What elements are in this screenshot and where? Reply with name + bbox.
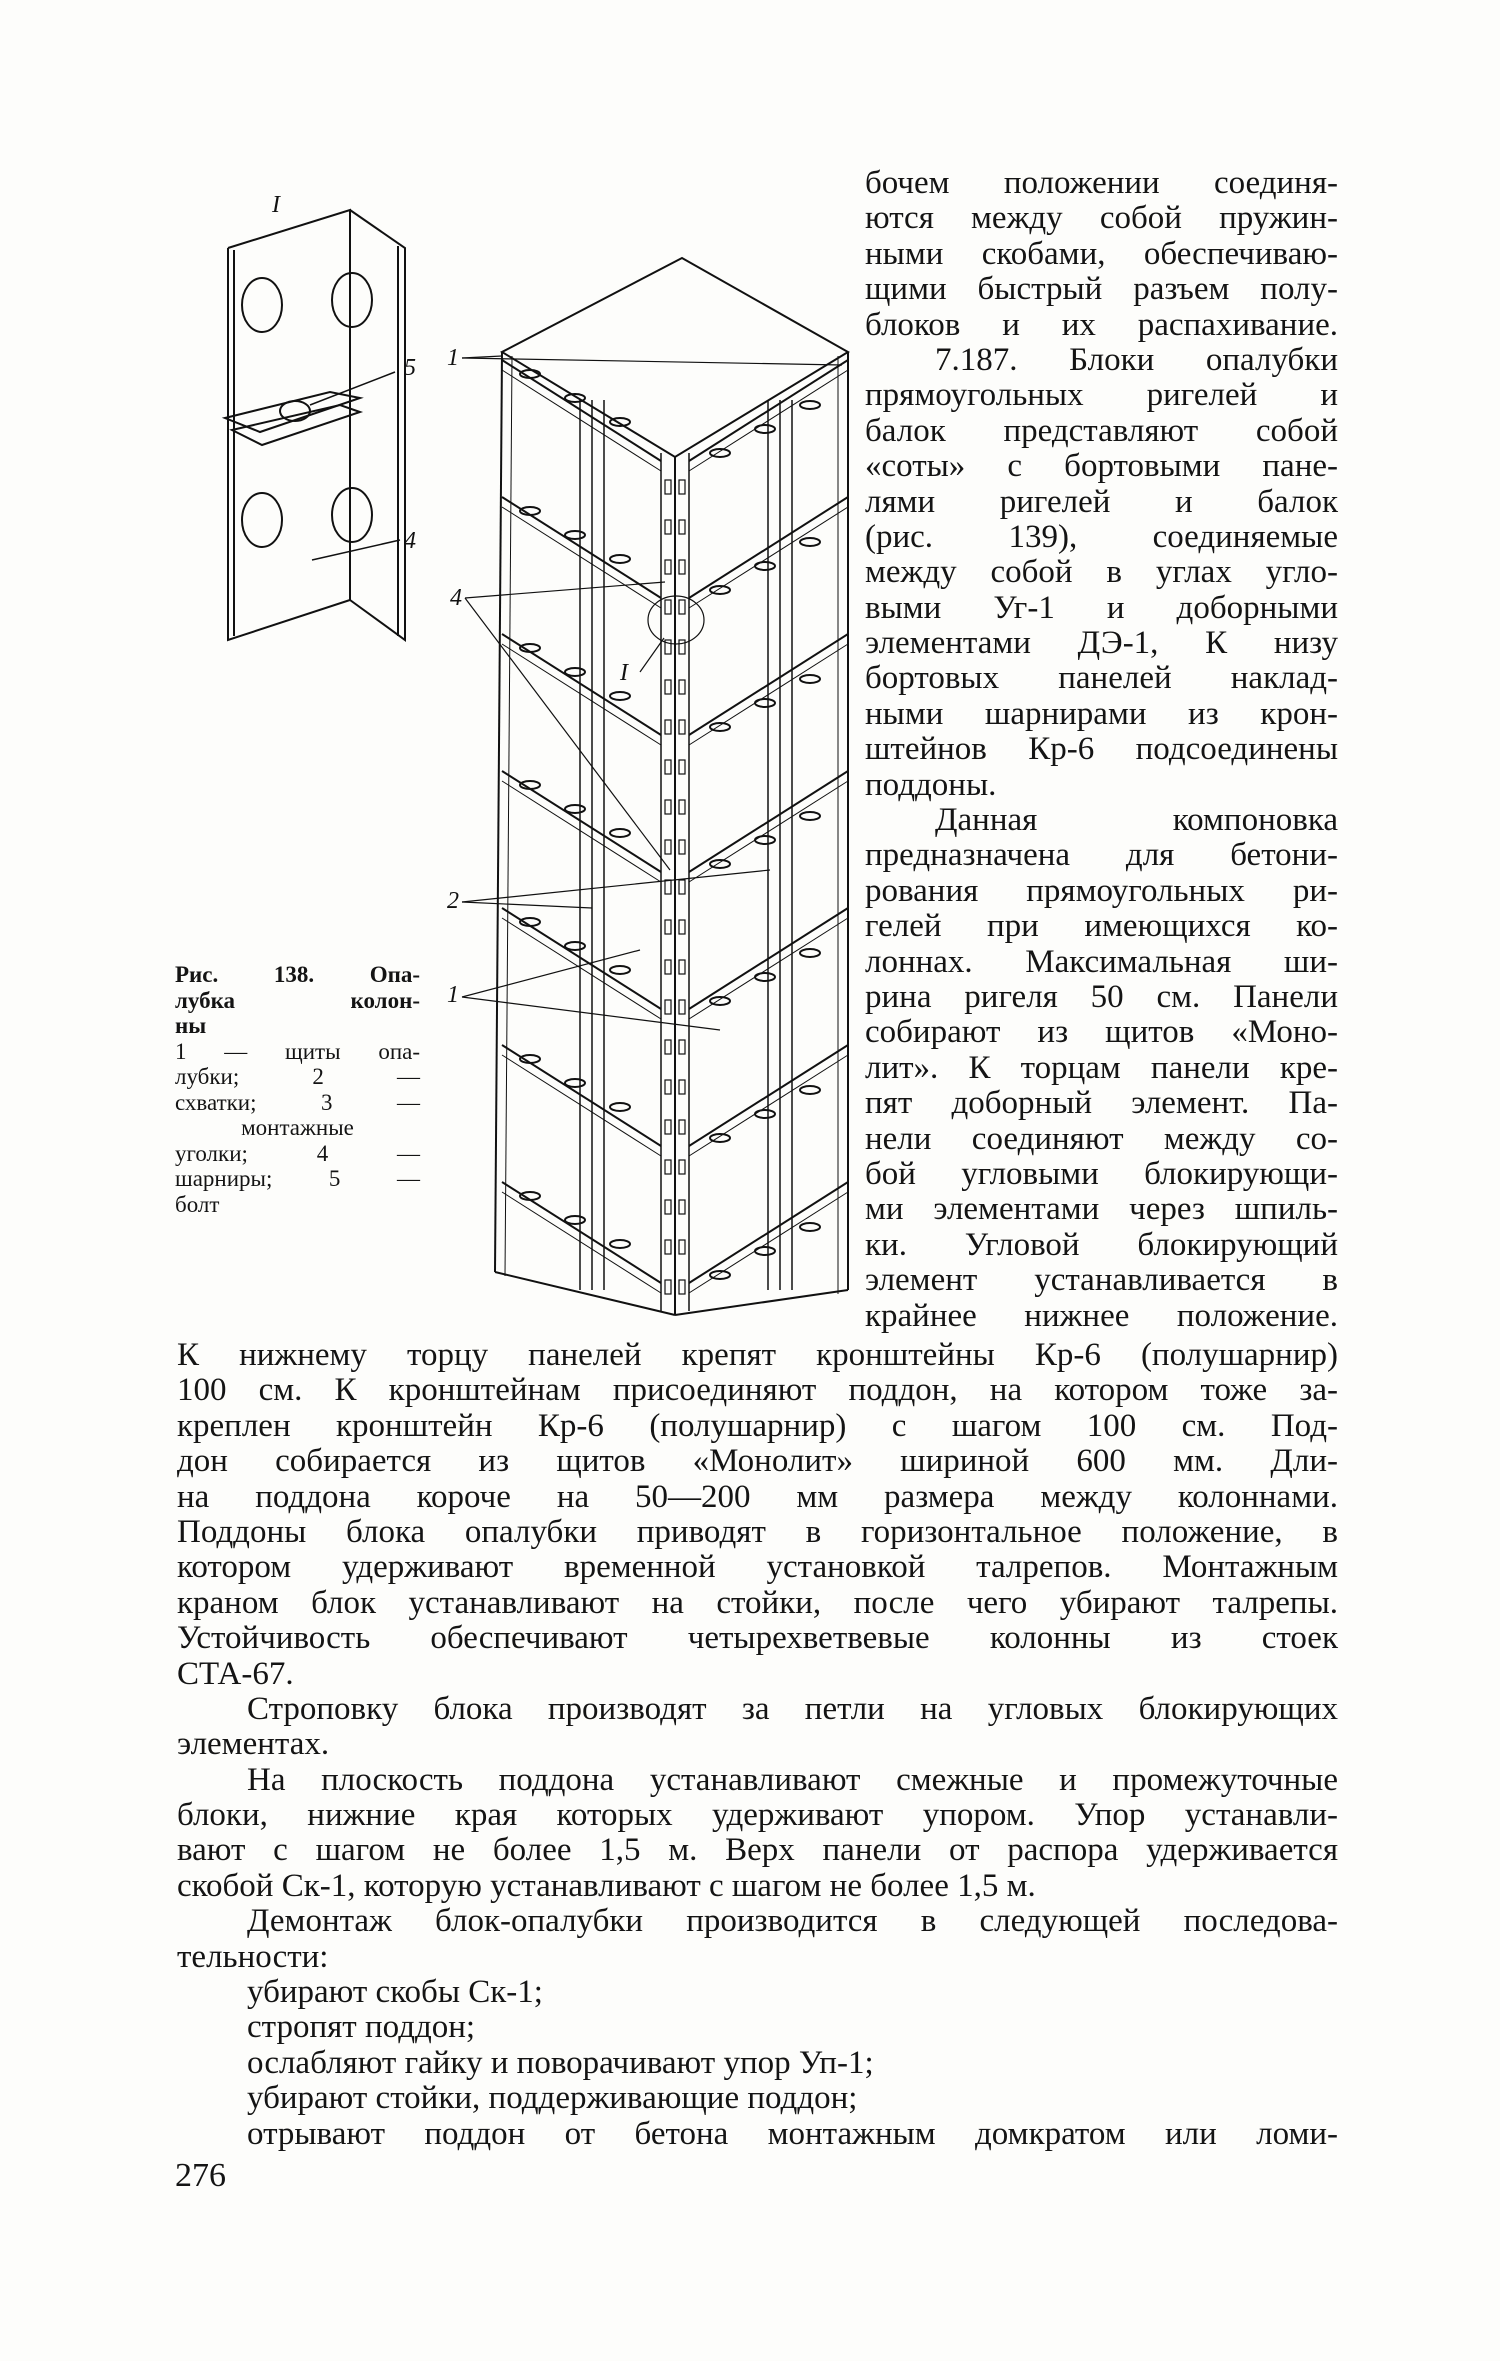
corner-slot (665, 640, 671, 654)
corner-slot (665, 1200, 671, 1214)
text-line: рования прямоугольных ри- (865, 872, 1338, 909)
corner-slot (679, 1120, 685, 1134)
figure-line (689, 1182, 848, 1283)
text-line: креплен кронштейн Кр-6 (полушарнир) с шагом 100 см. Под- (177, 1407, 1338, 1444)
corner-slot (679, 1200, 685, 1214)
slot (610, 418, 630, 426)
text-line: (рис. 139), соединяемые (865, 518, 1338, 555)
slot (520, 370, 540, 378)
slot (710, 449, 730, 457)
slot (755, 973, 775, 981)
figure-line (502, 360, 661, 461)
text-line: Данная компоновка (935, 802, 1338, 839)
figure-line (675, 1290, 848, 1315)
slot (565, 942, 585, 950)
text-line: вают с шагом не более 1,5 м. Верх панели от распора удерживается (177, 1832, 1338, 1869)
slot (520, 644, 540, 652)
hinge-plate (232, 405, 360, 445)
text-line: «соты» с бортовыми пане- (865, 448, 1338, 485)
slot (800, 1086, 820, 1094)
figure-line (502, 908, 661, 1009)
figure-line (462, 902, 592, 908)
caption-line: лубки; 2 — (175, 1064, 420, 1089)
text-line: тельности: (177, 1938, 329, 1975)
corner-slot (665, 1000, 671, 1014)
text-line: штейнов Кр-6 подсоединены (865, 731, 1338, 768)
text-line: скобой Ск-1, которую устанавливают с шагом не более 1,5 м. (177, 1867, 1036, 1904)
figure-line (502, 771, 661, 872)
corner-slot (679, 1080, 685, 1094)
figure-line (502, 1192, 661, 1293)
figure-line (312, 540, 400, 560)
text-line: элемент устанавливается в (865, 1262, 1338, 1299)
figure-line (465, 598, 670, 870)
figure-label-bolt: 5 (404, 355, 416, 381)
figure-caption (175, 962, 420, 1217)
figure-line (502, 918, 661, 1019)
figure-line (502, 1182, 661, 1283)
corner-slot (665, 1080, 671, 1094)
figure-line (502, 507, 661, 608)
text-line: гелей при имеющихся ко- (865, 908, 1338, 945)
text-line: блоки, нижние края которых удерживают упором. Упор устанавли- (177, 1797, 1338, 1834)
text-line: прямоугольных ригелей и (865, 377, 1338, 414)
slot (520, 1055, 540, 1063)
figure-line (462, 358, 842, 365)
page-number: 276 (175, 2157, 226, 2194)
corner-slot (679, 1160, 685, 1174)
figure-line (502, 644, 661, 745)
corner-slot (679, 1040, 685, 1054)
slot (610, 966, 630, 974)
figure-label-detail: I (272, 192, 280, 218)
text-line: дон собирается из щитов «Монолит» шириной 600 мм. Дли- (177, 1443, 1338, 1480)
figure-line (640, 638, 664, 672)
slot (755, 699, 775, 707)
corner-slot (679, 680, 685, 694)
slot (710, 586, 730, 594)
slot (800, 538, 820, 546)
figure-label-detail-ref: I (620, 660, 628, 686)
corner-slot (679, 800, 685, 814)
text-line: на поддона короче на 50—200 мм размера между колоннами. (177, 1478, 1338, 1515)
angle-plate-left (228, 210, 350, 640)
figure-line (689, 644, 848, 745)
caption-line: схватки; 3 — (175, 1089, 420, 1115)
bolt-hole (332, 488, 372, 542)
text-line: убирают скобы Ск-1; (247, 1974, 543, 2011)
figure-line (689, 370, 848, 471)
text-line: бортовых панелей наклад- (865, 660, 1338, 697)
figure-line (465, 582, 665, 598)
slot (800, 675, 820, 683)
corner-slot (665, 1120, 671, 1134)
text-line: Демонтаж блок-опалубки производится в следующей последова- (247, 1903, 1338, 1940)
slot (520, 507, 540, 515)
text-line: собирают из щитов «Моно- (865, 1014, 1338, 1051)
figure-label-hinges: 4 (450, 585, 462, 611)
hinge-plate (225, 392, 360, 432)
corner-slot (665, 1240, 671, 1254)
corner-slot (665, 800, 671, 814)
figure-line (502, 1045, 661, 1146)
text-line: 100 см. К кронштейнам присоединяют поддон, на котором тоже за- (177, 1372, 1338, 1409)
bolt (280, 401, 310, 421)
text-line: поддоны. (865, 766, 997, 803)
corner-slot (679, 760, 685, 774)
corner-slot (665, 1160, 671, 1174)
text-line: бой угловыми блокирующи- (865, 1155, 1338, 1192)
bolt-hole (242, 278, 282, 332)
corner-slot (665, 840, 671, 854)
corner-slot (665, 480, 671, 494)
figure-line (689, 497, 848, 598)
text-line: пят доборный элемент. Па- (865, 1085, 1338, 1122)
detail-circle (648, 596, 704, 644)
figure-label-panels: 1 (447, 982, 459, 1008)
corner-slot (665, 680, 671, 694)
corner-slot (665, 1040, 671, 1054)
column-top (502, 258, 848, 457)
text-line: Строповку блока производят за петли на угловых блокирующих (247, 1690, 1338, 1727)
corner-slot (679, 840, 685, 854)
slot (800, 1223, 820, 1231)
text-line: стропят поддон; (247, 2009, 476, 2046)
slot (565, 394, 585, 402)
text-line: рина ригеля 50 см. Панели (865, 978, 1338, 1015)
text-line: ки. Угловой блокирующий (865, 1226, 1338, 1263)
angle-plate-right (350, 210, 405, 640)
text-line: Устойчивость обеспечивают четырехветвевые колонны из стоек (177, 1620, 1338, 1657)
slot (520, 918, 540, 926)
right-column-text (865, 166, 1338, 1334)
figure-line (502, 634, 661, 735)
full-width-text (177, 1338, 1338, 2152)
figure-line (689, 771, 848, 872)
figure-line (502, 497, 661, 598)
caption-line: шарниры; 5 — (175, 1166, 420, 1191)
figure-line (689, 634, 848, 735)
figure-line (689, 908, 848, 1009)
slot (755, 1247, 775, 1255)
slot (610, 555, 630, 563)
corner-slot (679, 640, 685, 654)
figure-label-hinge-detail: 4 (404, 528, 416, 554)
slot (710, 1134, 730, 1142)
figure-line (505, 356, 512, 1276)
corner-slot (679, 1240, 685, 1254)
slot (710, 1271, 730, 1279)
caption-line: 1 — щиты опа- (175, 1038, 420, 1064)
slot (755, 562, 775, 570)
text-line: нели соединяют между со- (865, 1120, 1338, 1157)
corner-slot (665, 960, 671, 974)
slot (610, 692, 630, 700)
slot (565, 1216, 585, 1224)
text-line: выми Уг-1 и доборными (865, 589, 1338, 626)
slot (565, 805, 585, 813)
text-line: 7.187. Блоки опалубки (935, 341, 1338, 378)
text-line: блоков и их распахивание. (865, 306, 1338, 343)
slot (800, 949, 820, 957)
corner-slot (665, 920, 671, 934)
text-line: убирают стойки, поддерживающие поддон; (247, 2080, 858, 2117)
text-line: ными шарнирами из крон- (865, 695, 1338, 732)
figure-line (689, 1055, 848, 1156)
text-line: предназначена для бетони- (865, 837, 1338, 874)
text-line: ми элементами через шпиль- (865, 1191, 1338, 1228)
slot (610, 829, 630, 837)
text-line: Поддоны блока опалубки приводят в горизонтальное положение, в (177, 1513, 1338, 1550)
text-line: На плоскость поддона устанавливают смежные и промежуточные (247, 1761, 1338, 1798)
text-line: СТА-67. (177, 1655, 294, 1692)
corner-slot (665, 600, 671, 614)
corner-slot (679, 480, 685, 494)
text-line: К нижнему торцу панелей крепят кронштейны Кр-6 (полушарнир) (177, 1337, 1338, 1373)
corner-slot (665, 880, 671, 894)
text-line: между собой в углах угло- (865, 554, 1338, 591)
corner-slot (679, 600, 685, 614)
text-line: отрывают поддон от бетона монтажным домкратом или ломи- (247, 2115, 1338, 2152)
slot (520, 1192, 540, 1200)
figure-line (462, 870, 770, 902)
text-line: лоннах. Максимальная ши- (865, 943, 1338, 980)
text-line: бочем положении соединя- (865, 165, 1338, 201)
corner-slot (679, 520, 685, 534)
figure-line (689, 360, 848, 461)
slot (610, 1240, 630, 1248)
corner-slot (665, 760, 671, 774)
slot (755, 836, 775, 844)
corner-slot (679, 1280, 685, 1294)
slot (565, 531, 585, 539)
slot (800, 812, 820, 820)
text-line: щими быстрый разъем полу- (865, 271, 1338, 308)
bolt-hole (332, 273, 372, 327)
slot (710, 860, 730, 868)
caption-line: монтажные (241, 1115, 354, 1140)
corner-slot (665, 1280, 671, 1294)
slot (710, 723, 730, 731)
text-line: лит». К торцам панели кре- (865, 1049, 1338, 1086)
text-line: ными скобами, обеспечиваю- (865, 235, 1338, 272)
slot (710, 997, 730, 1005)
text-line: элементах. (177, 1726, 330, 1763)
caption-line: Рис. 138. Опа- (175, 962, 420, 987)
figure-line (689, 1045, 848, 1146)
figure-line (495, 1272, 675, 1315)
caption-line: болт (175, 1191, 220, 1217)
figure-line (689, 781, 848, 882)
text-line: лями ригелей и балок (865, 483, 1338, 520)
figure-line (689, 507, 848, 608)
figure-line (502, 370, 661, 471)
slot (565, 668, 585, 676)
text-line: ослабляют гайку и поворачивают упор Уп-1; (247, 2044, 874, 2081)
figure-line (462, 997, 720, 1030)
slot (520, 781, 540, 789)
text-line: ются между собой пружин- (865, 200, 1338, 237)
figure-line (462, 950, 640, 997)
text-line: котором удерживают временной установкой талрепов. Монтажным (177, 1549, 1338, 1586)
figure-line (502, 781, 661, 882)
corner-slot (679, 720, 685, 734)
corner-slot (679, 880, 685, 894)
slot (610, 1103, 630, 1111)
figure-line (462, 356, 502, 358)
slot (755, 1110, 775, 1118)
corner-slot (665, 520, 671, 534)
corner-slot (679, 1000, 685, 1014)
slot (565, 1079, 585, 1087)
figure-line (502, 1055, 661, 1156)
bolt-hole (242, 493, 282, 547)
figure-line (310, 372, 395, 405)
figure-label-panels-top: 1 (447, 345, 459, 371)
corner-slot (679, 560, 685, 574)
slot (800, 401, 820, 409)
corner-slot (679, 960, 685, 974)
caption-line: уголки; 4 — (175, 1140, 420, 1166)
figure-line (689, 1192, 848, 1293)
text-line: краном блок устанавливают на стойки, после чего убирают талрепы. (177, 1584, 1338, 1621)
figure-line (495, 352, 502, 1272)
figure-line (689, 918, 848, 1019)
text-line: крайнее нижнее положение. (865, 1297, 1338, 1334)
text-line: балок представляют собой (865, 412, 1338, 449)
corner-slot (679, 920, 685, 934)
caption-line: ны (175, 1013, 207, 1038)
corner-slot (665, 560, 671, 574)
figure-label-clamps: 2 (447, 888, 459, 914)
slot (755, 425, 775, 433)
corner-slot (665, 720, 671, 734)
text-line: элементами ДЭ-1, К низу (865, 625, 1338, 662)
caption-line: лубка колон- (175, 987, 420, 1013)
